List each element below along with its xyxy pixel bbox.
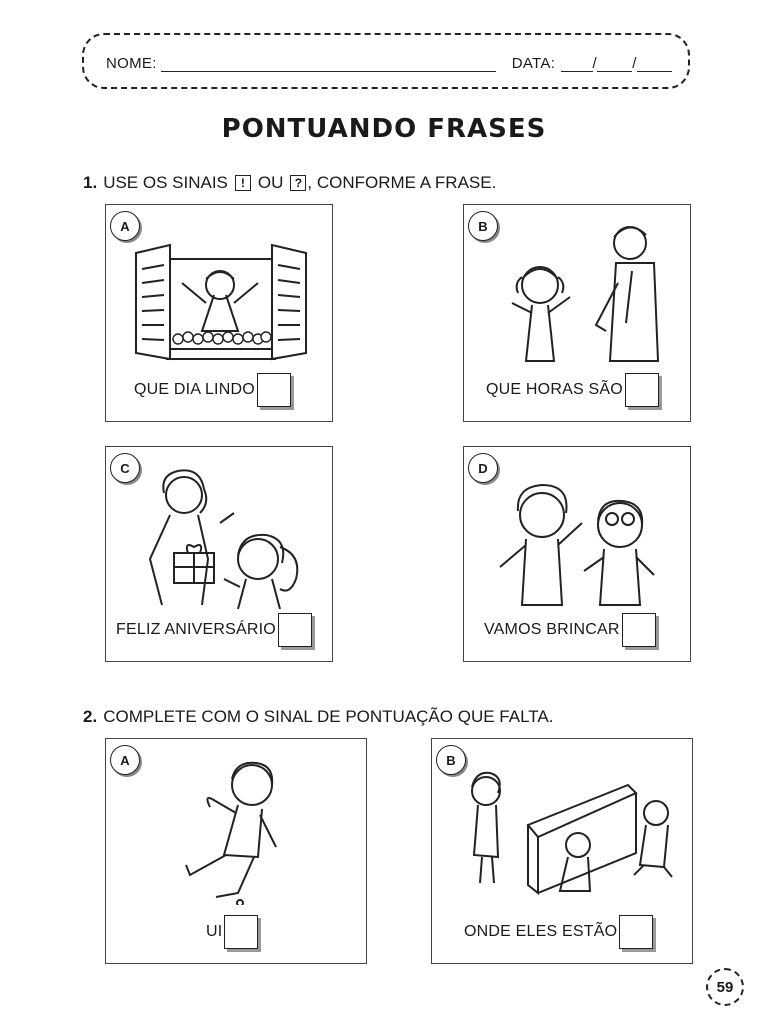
- card-letter-badge: D: [468, 453, 498, 483]
- instruction-text: , CONFORME A FRASE.: [307, 173, 497, 192]
- phrase-text: UI: [206, 923, 223, 940]
- phrase-text: ONDE ELES ESTÃO: [464, 923, 618, 940]
- exclamation-sign-icon: !: [235, 175, 251, 191]
- header-box: [82, 33, 690, 89]
- name-label: NOME:: [106, 55, 157, 72]
- date-month-field[interactable]: [597, 59, 632, 72]
- date-separator: /: [632, 55, 637, 72]
- instruction-text: USE OS SINAIS: [103, 173, 228, 192]
- date-separator: /: [592, 55, 597, 72]
- answer-box[interactable]: [625, 373, 659, 407]
- card-letter-badge: B: [436, 745, 466, 775]
- card-letter-badge: A: [110, 745, 140, 775]
- date-day-field[interactable]: [561, 59, 592, 72]
- phrase-text: VAMOS BRINCAR: [484, 621, 620, 638]
- card-1d: [463, 446, 691, 662]
- phrase-row: [484, 613, 656, 647]
- woman-giving-gift-illustration: [130, 463, 312, 609]
- date-label: DATA:: [511, 55, 556, 72]
- card-letter-badge: C: [110, 453, 140, 483]
- two-kids-playing-illustration: [488, 475, 670, 609]
- instruction-text: OU: [257, 173, 284, 192]
- answer-box[interactable]: [622, 613, 656, 647]
- boy-hurt-foot-illustration: [176, 755, 306, 905]
- name-field[interactable]: [161, 59, 496, 72]
- answer-box[interactable]: [619, 915, 653, 949]
- card-1b: [463, 204, 691, 422]
- exercise-2-instruction: [83, 707, 553, 727]
- date-year-field[interactable]: [637, 59, 672, 72]
- phrase-text: FELIZ ANIVERSÁRIO: [116, 621, 276, 638]
- kids-hiding-illustration: [468, 765, 674, 901]
- phrase-row: [464, 915, 653, 949]
- exercise-number: 2.: [83, 707, 98, 726]
- instruction-text: COMPLETE COM O SINAL DE PONTUAÇÃO QUE FALTA.: [103, 707, 554, 726]
- answer-box[interactable]: [224, 915, 258, 949]
- page-title: PONTUANDO FRASES: [221, 114, 547, 144]
- answer-box[interactable]: [278, 613, 312, 647]
- phrase-row: [486, 373, 659, 407]
- phrase-text: QUE DIA LINDO: [134, 381, 255, 398]
- card-letter-badge: A: [110, 211, 140, 241]
- girl-and-man-illustration: [488, 213, 670, 365]
- page-number: 59: [706, 968, 744, 1006]
- header-row: [106, 55, 672, 72]
- phrase-text: QUE HORAS SÃO: [486, 381, 623, 398]
- card-1a: [105, 204, 333, 422]
- card-2b: [431, 738, 693, 964]
- question-sign-icon: ?: [290, 175, 306, 191]
- exercise-number: 1.: [83, 173, 98, 192]
- phrase-row: [206, 915, 258, 949]
- exercise-1-instruction: [83, 173, 496, 193]
- phrase-row: [116, 613, 312, 647]
- card-letter-badge: B: [468, 211, 498, 241]
- answer-box[interactable]: [257, 373, 291, 407]
- boy-at-window-illustration: [130, 235, 312, 365]
- card-2a: [105, 738, 367, 964]
- card-1c: [105, 446, 333, 662]
- phrase-row: [134, 373, 291, 407]
